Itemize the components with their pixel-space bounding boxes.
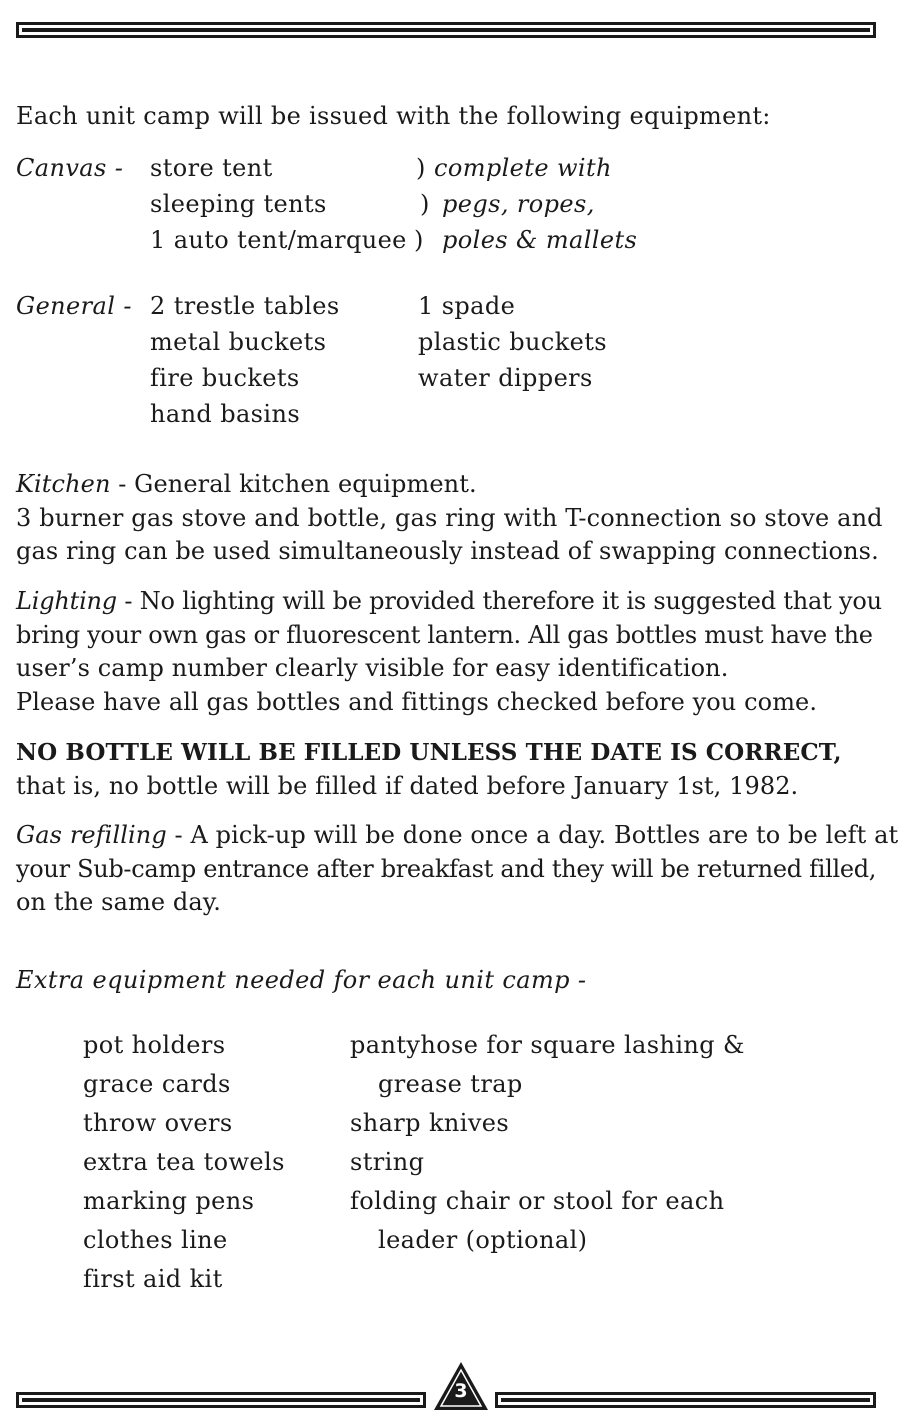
extra-item: clothes line — [83, 1226, 228, 1254]
canvas-item: sleeping tents — [150, 190, 327, 218]
bottom-border-rule-left — [16, 1392, 426, 1408]
gas-label: Gas refilling — [16, 821, 167, 849]
extra-item: grace cards — [83, 1070, 231, 1098]
canvas-note: poles & mallets — [442, 226, 638, 254]
general-item: plastic buckets — [418, 328, 608, 356]
intro-line: Each unit camp will be issued with the following equipment: — [16, 102, 771, 130]
kitchen-text: - General kitchen equipment. — [110, 470, 477, 498]
gas-line: on the same day. — [16, 888, 221, 916]
extra-item: extra tea towels — [83, 1148, 285, 1176]
general-item: hand basins — [150, 400, 301, 428]
kitchen-line: gas ring can be used simultaneously instead of swapping connections. — [16, 537, 879, 565]
extra-item: pot holders — [83, 1031, 226, 1059]
canvas-bracket: ) — [420, 190, 430, 218]
kitchen-line: 3 burner gas stove and bottle, gas ring with T-connection so stove and — [16, 503, 883, 532]
canvas-item: 1 auto tent/marquee — [150, 226, 407, 254]
extra-item: folding chair or stool for each — [350, 1187, 725, 1215]
canvas-note: complete with — [434, 154, 612, 182]
bottom-border-rule-right — [495, 1392, 876, 1408]
gas-text: - A pick-up will be done once a day. Bottles are to be left at — [166, 821, 899, 849]
extra-item: sharp knives — [350, 1109, 510, 1137]
canvas-item: store tent — [150, 154, 273, 182]
extra-item: grease trap — [378, 1070, 523, 1098]
extra-item: throw overs — [83, 1109, 233, 1137]
canvas-bracket: ) — [416, 154, 426, 182]
canvas-bracket: ) — [414, 226, 424, 254]
general-label: General - — [16, 292, 132, 320]
general-item: fire buckets — [150, 364, 300, 392]
lighting-line: bring your own gas or fluorescent lantern. All gas bottles must have the — [16, 620, 873, 649]
page-number: 3 — [454, 1380, 468, 1402]
notice-paragraph — [16, 736, 878, 803]
lighting-line: Please have all gas bottles and fittings checked before you come. — [16, 687, 818, 716]
extra-item: string — [350, 1148, 425, 1176]
lighting-text: - No lighting will be provided therefore it is suggested that you — [116, 587, 882, 615]
page-number-badge — [432, 1360, 490, 1412]
extra-item: first aid kit — [83, 1265, 223, 1293]
lighting-paragraph — [16, 585, 882, 719]
general-item: water dippers — [418, 364, 593, 392]
lighting-label: Lighting — [16, 587, 117, 615]
canvas-note: pegs, ropes, — [442, 190, 595, 218]
general-item: 1 spade — [418, 292, 516, 320]
notice-bold: NO BOTTLE WILL BE FILLED UNLESS THE DATE IS CORRECT, — [16, 739, 842, 766]
notice-text: that is, no bottle will be filled if dated before January 1st, 1982. — [16, 771, 799, 800]
top-border-rule — [16, 22, 876, 38]
lighting-line: user’s camp number clearly visible for easy identification. — [16, 654, 729, 682]
extra-heading: Extra equipment needed for each unit camp - — [16, 966, 587, 994]
gas-line: your Sub-camp entrance after breakfast and they will be returned filled, — [16, 854, 877, 883]
gas-paragraph — [16, 819, 899, 920]
extra-item: marking pens — [83, 1187, 255, 1215]
kitchen-label: Kitchen — [16, 470, 111, 498]
extra-item: pantyhose for square lashing & — [350, 1031, 745, 1059]
general-item: 2 trestle tables — [150, 292, 340, 320]
canvas-label: Canvas - — [16, 154, 124, 182]
kitchen-paragraph — [16, 468, 883, 569]
extra-item: leader (optional) — [378, 1226, 588, 1254]
general-item: metal buckets — [150, 328, 327, 356]
